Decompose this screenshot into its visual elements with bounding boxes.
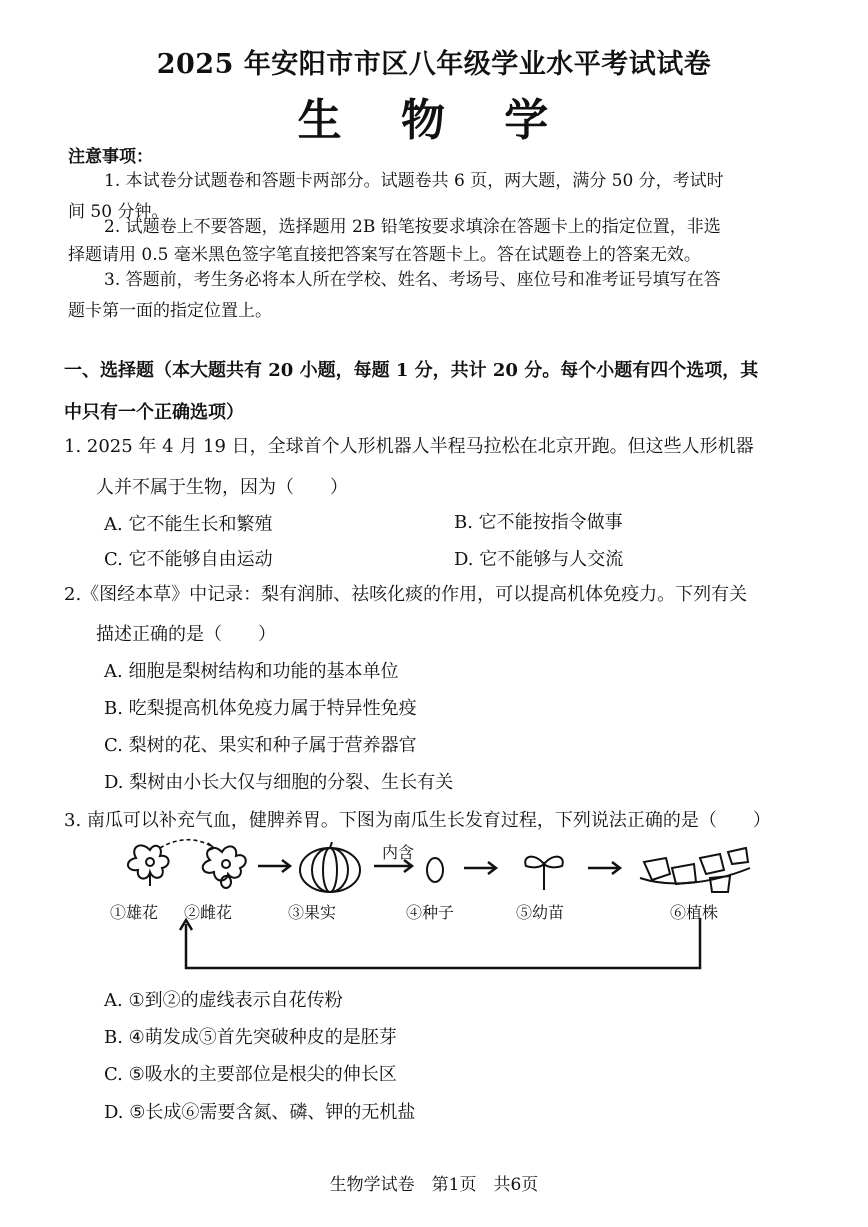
q2-stem-line-2: 描述正确的是（ ） [96, 624, 276, 645]
q2-option-a: A. 细胞是梨树结构和功能的基本单位 [104, 661, 399, 682]
label-female-flower: ②雌花 [184, 903, 233, 922]
seed-icon [427, 858, 443, 882]
q1-stem-line-1: 1. 2025 年 4 月 19 日，全球首个人形机器人半程马拉松在北京开跑。但这些人形机器 [64, 436, 754, 457]
notes-line-1: 1. 本试卷分试题卷和答题卡两部分。试题卷共 6 页，两大题，满分 50 分，考试时 [104, 171, 724, 191]
q2-option-b: B. 吃梨提高机体免疫力属于特异性免疫 [104, 698, 417, 719]
notes-line-6: 题卡第一面的指定位置上。 [68, 301, 272, 321]
return-loop-arrow [186, 918, 700, 968]
label-seedling: ⑤幼苗 [516, 903, 565, 922]
pumpkin-icon [300, 842, 360, 892]
subject-title: 生 物 学 [297, 95, 571, 146]
pollination-dashed-arrow [160, 840, 214, 848]
section-heading-line-2: 中只有一个正确选项） [64, 402, 244, 423]
q3-option-d: D. ⑤长成⑥需要含氮、磷、钾的无机盐 [104, 1102, 416, 1123]
female-flower-icon [203, 846, 246, 888]
notes-heading: 注意事项： [68, 147, 153, 167]
label-plant: ⑥植株 [670, 903, 719, 922]
plant-icon [640, 848, 750, 892]
notes-line-2: 间 50 分钟。 [68, 202, 169, 222]
contains-label: 内含 [382, 843, 415, 862]
label-seed: ④种子 [406, 903, 455, 922]
q2-option-d: D. 梨树由小长大仅与细胞的分裂、生长有关 [104, 772, 454, 793]
label-male-flower: ①雄花 [110, 903, 159, 922]
exam-title: 2025 年安阳市市区八年级学业水平考试试卷 [156, 49, 712, 80]
q1-option-b: B. 它不能按指令做事 [454, 512, 623, 533]
pumpkin-life-cycle-diagram [110, 838, 770, 978]
q2-stem-line-1: 2.《图经本草》中记录：梨有润肺、祛咳化痰的作用，可以提高机体免疫力。下列有关 [64, 584, 748, 605]
q3-option-b: B. ④萌发成⑤首先突破种皮的是胚芽 [104, 1027, 397, 1048]
q3-option-c: C. ⑤吸水的主要部位是根尖的伸长区 [104, 1064, 397, 1085]
q2-option-c: C. 梨树的花、果实和种子属于营养器官 [104, 735, 417, 756]
section-heading-line-1: 一、选择题（本大题共有 20 小题，每题 1 分，共计 20 分。每个小题有四个选项，其 [64, 360, 759, 381]
page-footer: 生物学试卷 第1页 共6页 [329, 1175, 539, 1195]
q3-stem: 3. 南瓜可以补充气血，健脾养胃。下图为南瓜生长发育过程，下列说法正确的是（ ） [64, 810, 771, 831]
q1-option-c: C. 它不能够自由运动 [104, 549, 273, 570]
q1-option-a: A. 它不能生长和繁殖 [104, 514, 273, 535]
notes-line-3: 2. 试题卷上不要答题，选择题用 2B 铅笔按要求填涂在答题卡上的指定位置，非选 [104, 217, 721, 237]
notes-line-4: 择题请用 0.5 毫米黑色签字笔直接把答案写在答题卡上。答在试题卷上的答案无效。 [68, 245, 701, 265]
notes-line-5: 3. 答题前，考生务必将本人所在学校、姓名、考场号、座位号和准考证号填写在答 [104, 270, 721, 290]
q1-option-d: D. 它不能够与人交流 [454, 549, 624, 570]
male-flower-icon [128, 845, 169, 886]
q3-option-a: A. ①到②的虚线表示自花传粉 [104, 990, 343, 1011]
seedling-icon [525, 857, 563, 890]
label-fruit: ③果实 [288, 903, 337, 922]
q1-stem-line-2: 人并不属于生物，因为（ ） [96, 477, 348, 498]
